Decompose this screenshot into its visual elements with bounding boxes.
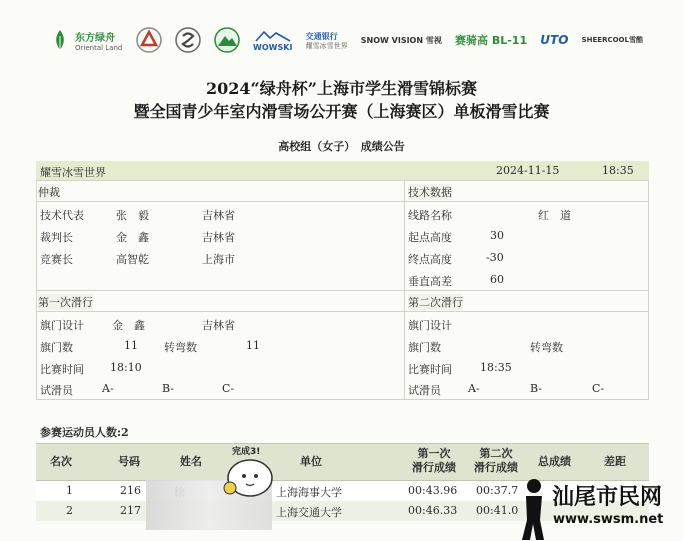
uto-logo: UTO — [540, 33, 569, 47]
tech-label: 起点高度 — [408, 231, 452, 244]
page-subtitle: 高校组（女子） 成绩公告 — [278, 140, 405, 153]
oriental-land-logo: 东方绿舟 Oriental Land — [48, 28, 122, 52]
snowvision-logo: SNOW VISION 雪视 — [360, 35, 442, 45]
run2-forerunner-label: 试滑员 — [408, 384, 441, 397]
run1-time: 18:10 — [110, 361, 142, 374]
run1-forerunner-a: A- — [102, 382, 114, 395]
woski-logo: WOWSKI — [253, 29, 292, 52]
tech-value: 60 — [490, 273, 504, 286]
run2-forerunner-b: B- — [530, 382, 543, 395]
jury-role: 技术代表 — [40, 209, 84, 222]
venue-bar — [36, 161, 649, 180]
emblem-gray-icon — [175, 27, 201, 53]
jury-name: 金 鑫 — [116, 231, 149, 244]
participant-count: 参赛运动员人数:2 — [40, 426, 129, 439]
run1-gates: 11 — [124, 339, 138, 352]
col-bib: 号码 — [118, 455, 140, 468]
sponsor-logos — [48, 22, 643, 58]
woski-mark-icon — [254, 29, 292, 43]
jury-name: 高智乾 — [116, 253, 149, 266]
cell-unit: 上海海事大学 — [276, 486, 342, 499]
venue-time: 18:35 — [602, 164, 634, 177]
tech-value: 30 — [490, 229, 504, 242]
cell-unit: 上海交通大学 — [276, 506, 342, 519]
tech-label: 线路名称 — [408, 209, 452, 222]
run2-forerunner-a: A- — [468, 382, 480, 395]
run1-time-label: 比赛时间 — [40, 363, 84, 376]
run1-heading: 第一次滑行 — [38, 296, 93, 309]
jury-org: 上海市 — [202, 253, 235, 266]
col-total: 总成绩 — [538, 455, 571, 468]
page-title: 2024“绿舟杯”上海市学生滑雪锦标赛 — [206, 79, 477, 98]
run1-turns: 11 — [246, 339, 260, 352]
run2-setter-label: 旗门设计 — [408, 319, 452, 332]
cell-bib: 216 — [120, 484, 141, 497]
venue-date: 2024-11-15 — [496, 164, 560, 177]
cell-run2: 00:41.0 — [476, 504, 519, 517]
info-grid — [36, 180, 649, 400]
run1-setter-name: 金 鑫 — [112, 319, 145, 332]
run1-setter-org: 吉林省 — [202, 319, 235, 332]
run2-gates-label: 旗门数 — [408, 341, 441, 354]
run1-forerunner-c: C- — [222, 382, 235, 395]
run1-gates-label: 旗门数 — [40, 341, 73, 354]
cell-bib: 217 — [120, 504, 141, 517]
cartoon-sticker-icon — [214, 442, 278, 500]
sticker-text: 完成3! — [232, 447, 261, 457]
jury-name: 张 毅 — [116, 209, 149, 222]
jury-role: 裁判长 — [40, 231, 73, 244]
run2-turns-label: 转弯数 — [530, 341, 563, 354]
tech-heading: 技术数据 — [408, 186, 452, 199]
tech-label: 终点高度 — [408, 253, 452, 266]
page-title-line2: 暨全国青少年室内滑雪场公开赛（上海赛区）单板滑雪比赛 — [133, 102, 550, 121]
jury-org: 吉林省 — [202, 209, 235, 222]
watermark-url: www.swsm.net — [553, 512, 664, 527]
run1-forerunner-label: 试滑员 — [40, 384, 73, 397]
tech-value: -30 — [486, 251, 504, 264]
saiqigao-logo: 赛骑高 BL-11 — [455, 34, 528, 47]
cell-rank: 2 — [66, 504, 73, 517]
run2-time: 18:35 — [480, 361, 512, 374]
run1-setter-label: 旗门设计 — [40, 319, 84, 332]
sheercool-logo: SHEERCOOL雪酷 — [581, 36, 643, 44]
cell-run2: 00:37.7 — [476, 484, 519, 497]
emblem-red-icon — [136, 27, 162, 53]
jury-heading: 仲裁 — [38, 186, 60, 199]
run2-time-label: 比赛时间 — [408, 363, 452, 376]
run1-forerunner-b: B- — [162, 382, 175, 395]
col-rank: 名次 — [50, 455, 72, 468]
col-run2: 第二次 滑行成绩 — [474, 447, 518, 474]
run2-heading: 第二次滑行 — [408, 296, 463, 309]
tech-value: 红 道 — [538, 209, 571, 222]
cell-rank: 1 — [66, 484, 73, 497]
col-diff: 差距 — [604, 455, 626, 468]
leaf-icon — [48, 28, 72, 52]
col-unit: 单位 — [300, 455, 322, 468]
jury-role: 竞赛长 — [40, 253, 73, 266]
col-name: 姓名 — [180, 455, 202, 468]
mountain-icon — [214, 27, 240, 53]
run2-forerunner-c: C- — [592, 382, 605, 395]
col-run1: 第一次 滑行成绩 — [412, 447, 456, 474]
watermark-text: 汕尾市民网 — [552, 484, 663, 510]
run1-turns-label: 转弯数 — [164, 341, 197, 354]
bocom-logo: 交通银行 耀雪冰雪世界 — [305, 31, 348, 50]
cell-run1: 00:43.96 — [408, 484, 458, 497]
venue-name: 耀雪冰雪世界 — [40, 166, 106, 179]
cell-run1: 00:46.33 — [408, 504, 458, 517]
jury-org: 吉林省 — [202, 231, 235, 244]
tech-label: 垂直高差 — [408, 275, 452, 288]
